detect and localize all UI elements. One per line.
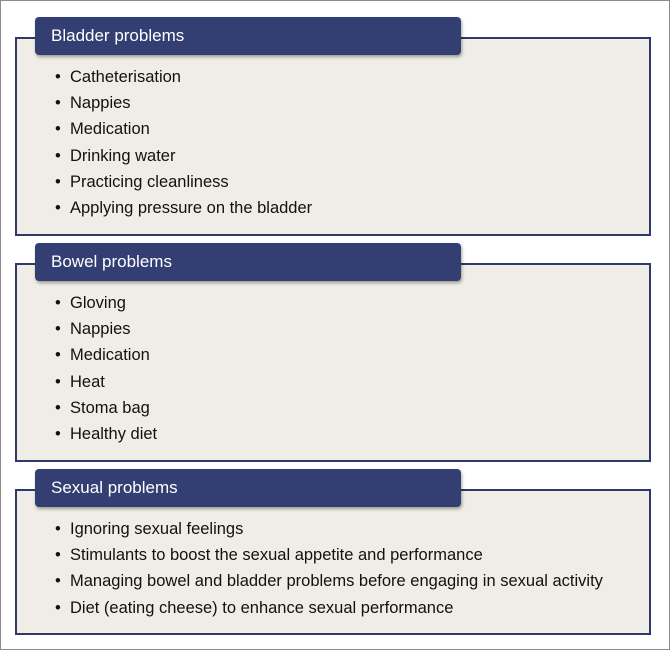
bullet-icon: •	[55, 546, 61, 565]
list-item: • Healthy diet	[55, 421, 157, 447]
bullet-icon: •	[55, 372, 61, 391]
list-sexual-problems	[55, 516, 603, 621]
list-item: • Medication	[55, 342, 157, 368]
bullet-icon: •	[55, 398, 61, 417]
list-item: • Gloving	[55, 290, 157, 316]
list-bowel-problems	[55, 290, 157, 447]
bullet-icon: •	[55, 294, 61, 312]
list-item: • Ignoring sexual feelings	[55, 516, 603, 542]
bullet-icon: •	[55, 120, 61, 139]
bullet-icon: •	[55, 94, 61, 113]
list-item: • Drinking water	[55, 143, 312, 169]
list-item: • Diet (eating cheese) to enhance sexual performance	[55, 595, 603, 621]
section-bowel-problems	[15, 243, 653, 462]
bullet-icon: •	[55, 320, 61, 339]
bullet-icon: •	[55, 572, 61, 591]
list-item: • Applying pressure on the bladder	[55, 195, 312, 221]
bullet-icon: •	[55, 424, 61, 443]
section-bladder-problems	[15, 17, 653, 236]
section-sexual-problems	[15, 469, 653, 635]
list-item: • Managing bowel and bladder problems before engaging in sexual activity	[55, 568, 603, 594]
header-bowel-problems: Bowel problems	[35, 243, 461, 281]
list-bladder-problems	[55, 64, 312, 221]
bullet-icon: •	[55, 198, 61, 217]
header-bladder-problems: Bladder problems	[35, 17, 461, 55]
list-item: • Practicing cleanliness	[55, 169, 312, 195]
header-sexual-problems: Sexual problems	[35, 469, 461, 507]
bullet-icon: •	[55, 346, 61, 365]
list-item: • Catheterisation	[55, 64, 312, 90]
list-item: • Stimulants to boost the sexual appetite and performance	[55, 542, 603, 568]
list-item: • Medication	[55, 116, 312, 142]
list-item: • Stoma bag	[55, 395, 157, 421]
bullet-icon: •	[55, 68, 61, 86]
bullet-icon: •	[55, 146, 61, 165]
list-item: • Nappies	[55, 90, 312, 116]
list-item: • Heat	[55, 369, 157, 395]
bullet-icon: •	[55, 172, 61, 191]
bullet-icon: •	[55, 520, 61, 538]
bullet-icon: •	[55, 598, 61, 617]
list-item: • Nappies	[55, 316, 157, 342]
